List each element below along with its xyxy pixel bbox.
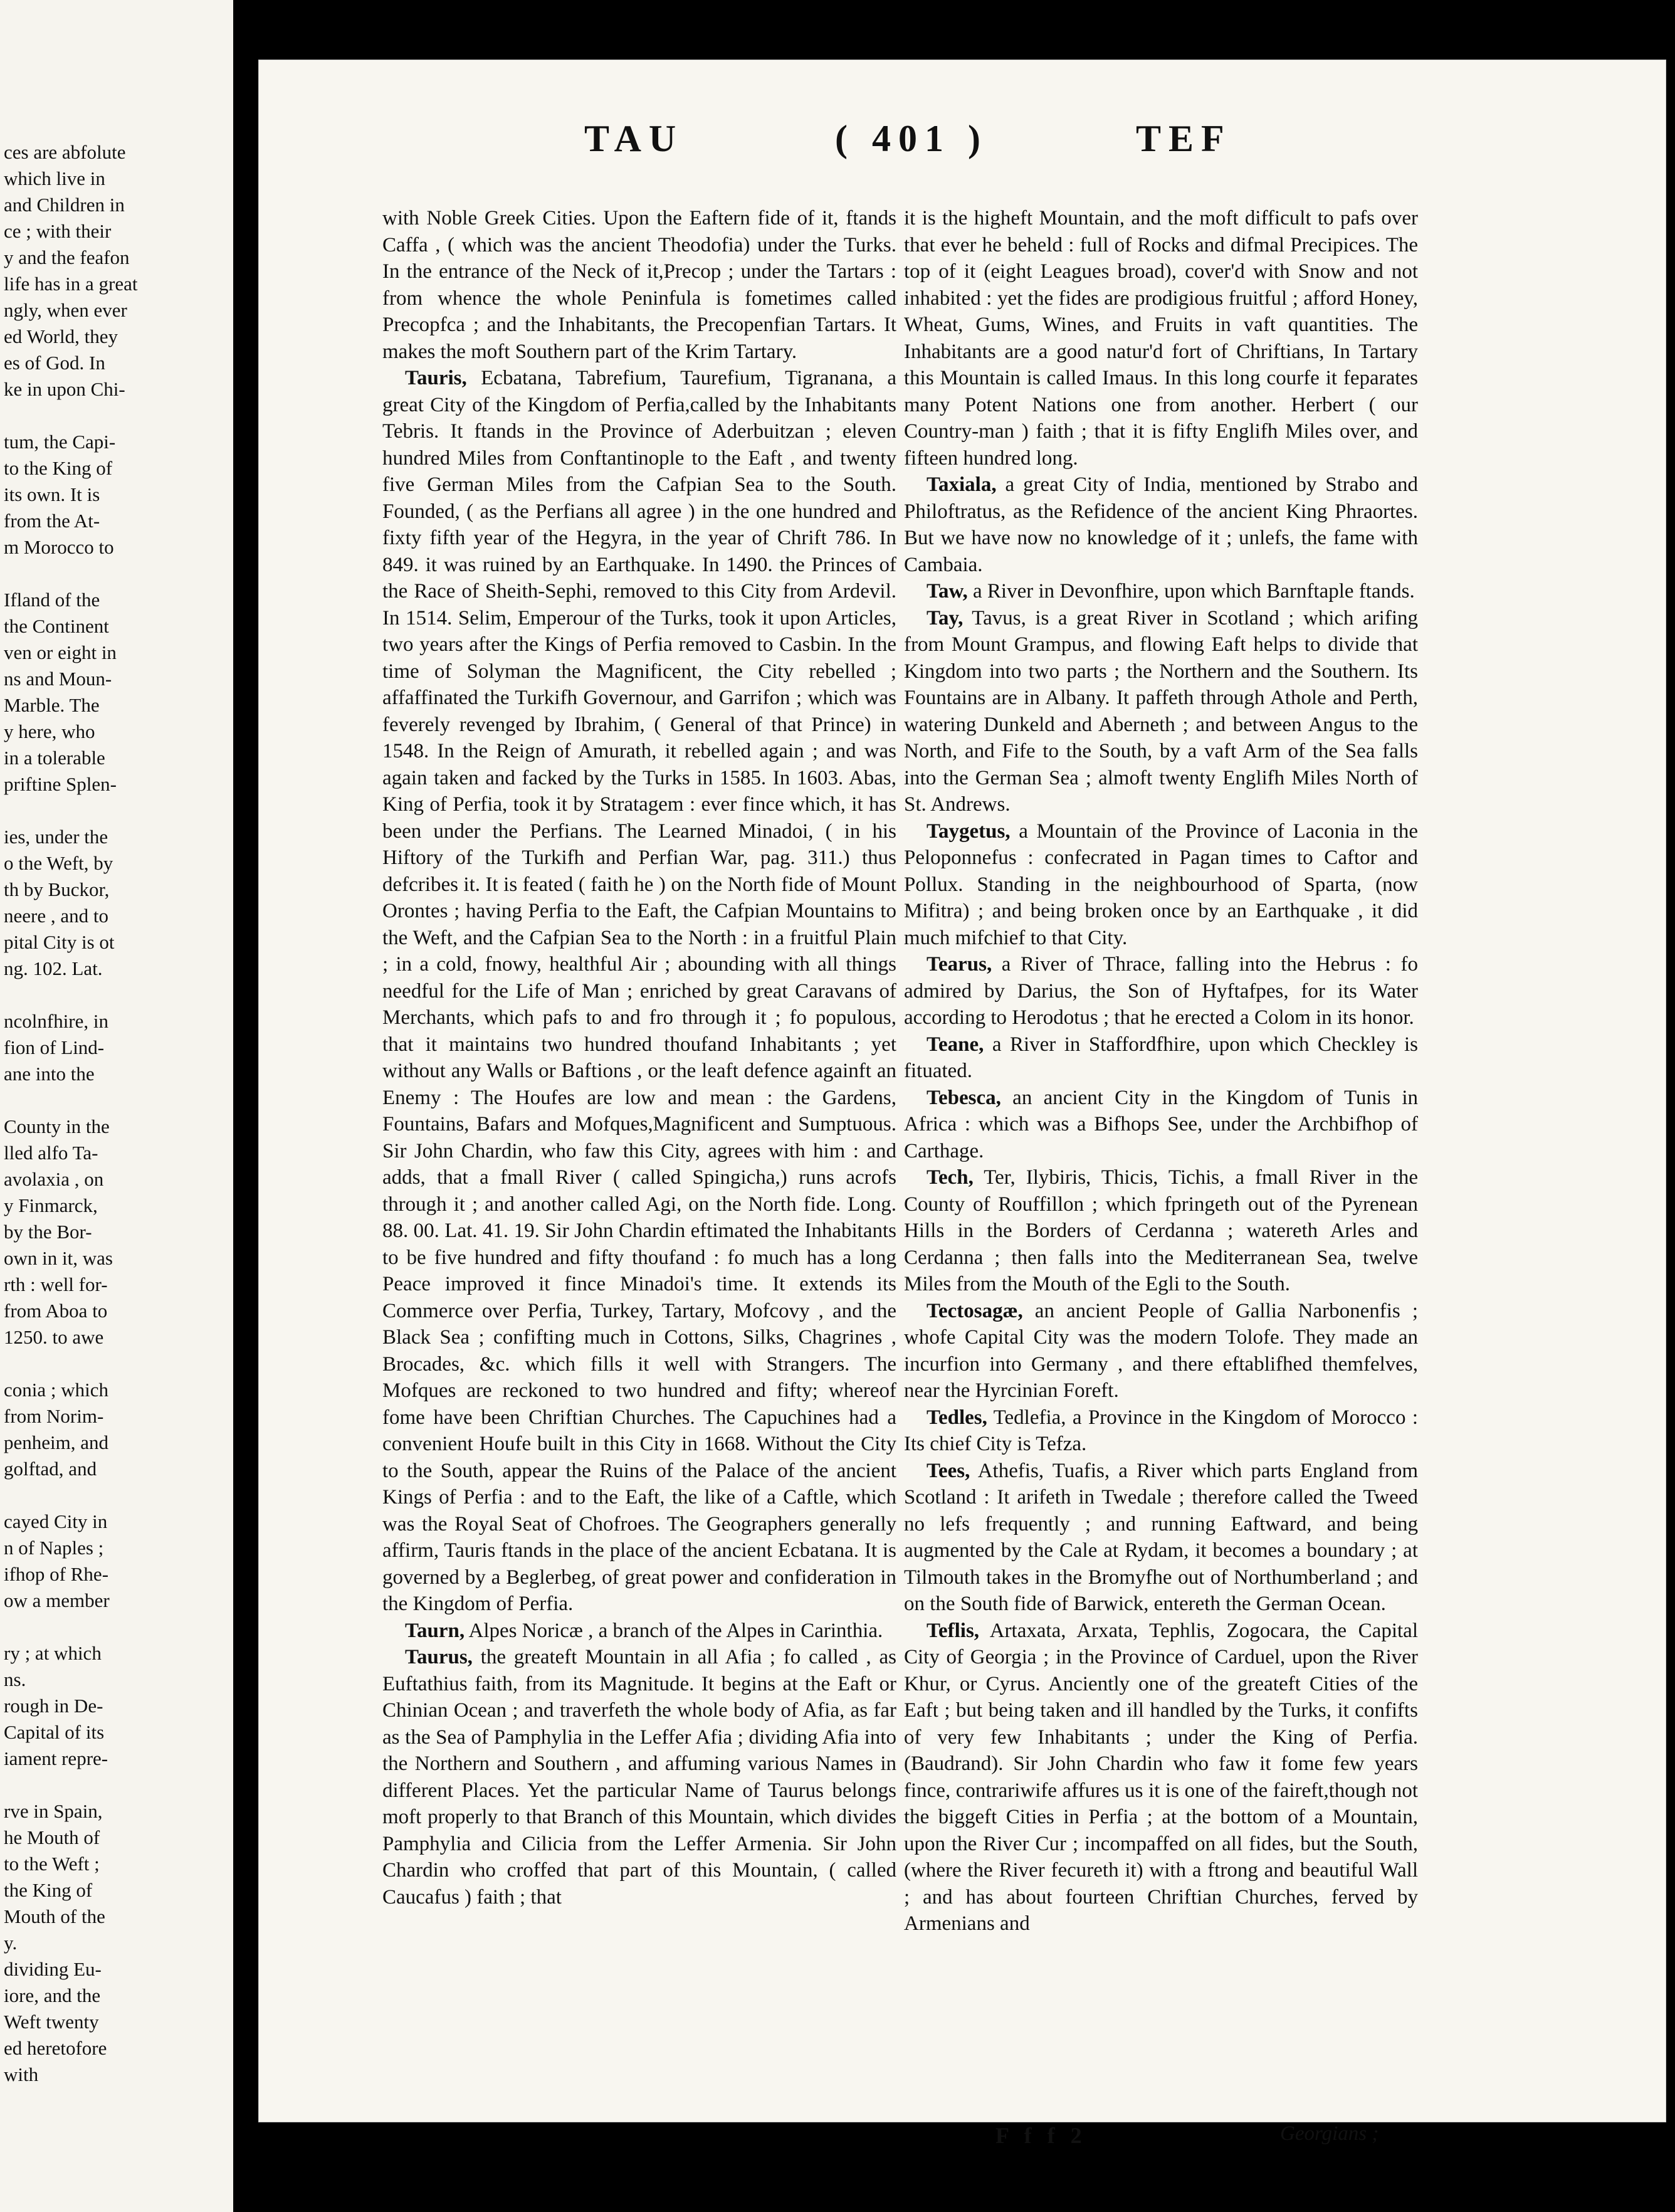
entry-headword: Teflis, — [927, 1619, 980, 1642]
facing-page-line: rth : well for- — [4, 1273, 108, 1295]
right-column — [904, 205, 1418, 1937]
facing-page-line: th by Buckor, — [4, 878, 110, 900]
facing-page-line: ces are abfolute — [4, 141, 126, 163]
facing-page-line: neere , and to — [4, 905, 108, 927]
entry-headword: Taurn, — [405, 1619, 465, 1642]
entry-headword: Tees, — [927, 1459, 970, 1482]
facing-page-line: o the Weft, by — [4, 852, 113, 874]
dictionary-entry — [904, 1404, 1418, 1458]
header-left-guideword: TAU — [584, 118, 684, 159]
entry-text: a great City of India, mentioned by Strabo and Philoftratus, as the Refidence of the ancient King Phraortes. But we have now no knowledge of it ; unlefs, the fame with Cambaia. — [904, 473, 1418, 576]
facing-page-line: ane into the — [4, 1063, 95, 1085]
facing-page-line: 1250. to awe — [4, 1326, 104, 1348]
facing-page-line: Weft twenty — [4, 2011, 99, 2033]
dictionary-entry — [382, 365, 896, 1618]
entry-text: it is the higheft Mountain, and the moft difficult to pafs over that ever he beheld : full of Rocks and difmal Precipices. The top of it (eight Leagues broad), cover'd with Snow and not inhabited : yet the fides are prodigious fruitful ; afford Honey, Wheat, Gums, Wines, and Fruits in vaft quantities. The Inhabitants are a good natur'd fort of Chriftians, In Tartary this Mountain is called Imaus. In this long courfe it feparates many Potent Nations one from another. Herbert ( our Country-man ) faith ; that it is fifty Englifh Miles over, and fifteen hundred long. — [904, 207, 1418, 470]
facing-page-line: from the At- — [4, 510, 100, 532]
facing-page-line: y. — [4, 1932, 18, 1954]
facing-page-fragment — [0, 0, 233, 2212]
entry-text: with Noble Greek Cities. Upon the Eaftern fide of it, ftands Caffa , ( which was the ancient Theodofia) under the Turks. In the entrance of the Neck of it,Precop ; under the Tartars : from whence the whole Peninfula is fometimes called Precopfca ; and the Inhabitants, the Precopenfian Tartars. It makes the moft Southern part of the Krim Tartary. — [382, 207, 896, 363]
facing-page-line: y Finmarck, — [4, 1194, 98, 1216]
header-right-guideword: TEF — [1136, 118, 1232, 159]
entry-text: a River of Thrace, falling into the Hebrus : fo admired by Darius, the Son of Hyftafpes, for its Water according to Herodotus ; that he erected a Colom in its honor. — [904, 953, 1418, 1029]
facing-page-line: fion of Lind- — [4, 1036, 105, 1058]
entry-headword: Tauris, — [405, 367, 467, 389]
facing-page-line: tum, the Capi- — [4, 431, 116, 453]
facing-page-line: pital City is ot — [4, 931, 115, 953]
entry-text: Artaxata, Arxata, Tephlis, Zogocara, the Capital City of Georgia ; in the Province of Carduel, upon the River Khur, or Cyrus. Anciently one of the greateft Cities of the Eaft ; but being taken and ill handled by the Turks, it confifts of very few Inhabitants ; under the King of Perfia. (Baudrand). Sir John Chardin who faw it fome few years fince, contrariwife affures us it is one of the faireft,though not the biggeft Cities in Perfia ; at the bottom of a Mountain, upon the River Cur ; incompaffed on all fides, but the South, (where the River fecureth it) with a ftrong and beautiful Wall ; and has about fourteen Chriftian Churches, ferved by Armenians and — [904, 1619, 1418, 1935]
facing-page-line: iore, and the — [4, 1984, 101, 2006]
entry-text: Athefis, Tuafis, a River which parts England from Scotland : It arifeth in Twedale ; therefore called the Tweed no lefs frequently ; and running Eaftward, and being augmented by the Cale at Rydam, it becomes a boundary ; at Tilmouth takes in the Bromyfhe out of Northumberland ; and on the South fide of Barwick, entereth the German Ocean. — [904, 1459, 1418, 1615]
entry-headword: Tech, — [927, 1166, 974, 1189]
facing-page-line: cayed City in — [4, 1510, 108, 1532]
signature-mark: F f f 2 — [995, 2123, 1087, 2148]
entry-text: Alpes Noricæ , a branch of the Alpes in Carinthia. — [465, 1619, 883, 1642]
dictionary-entry — [904, 1164, 1418, 1298]
facing-page-line: ke in upon Chi- — [4, 378, 125, 400]
facing-page-line: dividing Eu- — [4, 1958, 102, 1980]
facing-page-line: ng. 102. Lat. — [4, 957, 103, 979]
facing-page-line: golftad, and — [4, 1458, 97, 1480]
entry-headword: Tectosagæ, — [927, 1299, 1023, 1322]
facing-page-line — [0, 1614, 233, 1640]
facing-page-line: he Mouth of — [4, 1826, 100, 1848]
left-column — [382, 205, 896, 1910]
entry-text: a River in Devonfhire, upon which Barnftaple ftands. — [967, 580, 1415, 603]
facing-page-line: ed heretofore — [4, 2037, 107, 2059]
facing-page-line: life has in a great — [4, 273, 138, 295]
facing-page-line — [0, 1087, 233, 1114]
facing-page-line: the Continent — [4, 615, 109, 637]
facing-page-line: ns and Moun- — [4, 668, 112, 690]
facing-page-line: its own. It is — [4, 483, 100, 505]
facing-page-line: County in the — [4, 1115, 110, 1137]
facing-page-line: lled alfo Ta- — [4, 1142, 98, 1164]
entry-text: Ecbatana, Tabrefium, Taurefium, Tigranana, a great City of the Kingdom of Perfia,called by the Inhabitants Tebris. It ftands in the Province of Aderbuitzan ; eleven hundred Miles from Conftantinople to the Eaft , and twenty five German Miles from the Cafpian Sea to the South. Founded, ( as the Perfians all agree ) in the one hundred and fixty fifth year of the Hegyra, in the year of Chrift 786. In 849. it was ruined by an Earthquake. In 1490. the Princes of the Race of Sheith-Sephi, removed to this City from Ardevil. In 1514. Selim, Emperour of the Turks, took it upon Articles, two years after the Kings of Perfia removed to Casbin. In the time of Solyman the Magnificent, the City rebelled ; affaffinated the Turkifh Governour, and Garrifon ; which was feverely revenged by Ibrahim, ( General of that Prince) in 1548. In the Reign of Amurath, it rebelled again ; and was again taken and facked by the Turks in 1585. In 1603. Abas, King of Perfia, took it by Stratagem : ever fince which, it has been under the Perfians. The Learned Minadoi, ( in his Hiftory of the Turkifh and Perfian War, pag. 311.) thus defcribes it. It is feated ( faith he ) on the North fide of Mount Orontes ; having Perfia to the Eaft, the Cafpian Mountains to the Weft, and the Cafpian Sea to the North : in a fruitful Plain ; in a cold, fnowy, healthful Air ; abounding with all things needful for the Life of Man ; enriched by great Caravans of Merchants, which pafs to and fro through it ; fo populous, that it maintains two hundred thoufand Inhabitants ; yet without any Walls or Baftions , or the leaft defence againft an Enemy : The Houfes are low and mean : the Gardens, Fountains, Bafars and Mofques,Magnificent and Sumptuous. Sir John Chardin, who faw this City, agrees with him : and adds, that a fmall River ( called Spingicha,) runs acrofs through it ; and another called Agi, on the North fide. Long. 88. 00. Lat. 41. 19. Sir John Chardin eftimated the Inhabitants to be five hundred and fifty thoufand : fo much has a long Peace improved it fince Minadoi's time. It extends its Commerce over Perfia, Turkey, Tartary, Mofcovy , and the Black Sea ; confifting much in Cottons, Silks, Chagrines , Brocades, &c. which fills it well with Strangers. The Mofques are reckoned to two hundred and fifty; whereof fome have been Chriftian Churches. The Capuchines had a convenient Houfe built in this City in 1668. Without the City to the South, appear the Ruins of the Palace of the ancient Kings of Perfia : and to the Eaft, the like of a Caftle, which was the Royal Seat of Chofroes. The Geographers generally affirm, Tauris ftands in the place of the ancient Ecbatana. It is governed by a Beglerbeg, of great power and confideration in the Kingdom of Perfia. — [382, 367, 896, 1615]
facing-page-line: Ifland of the — [4, 589, 100, 611]
dictionary-entry — [904, 471, 1418, 578]
entry-headword: Taygetus, — [927, 819, 1011, 843]
entry-text: an ancient City in the Kingdom of Tunis in Africa : which was a Bifhops See, under the Archbifhop of Carthage. — [904, 1086, 1418, 1162]
dictionary-entry — [904, 605, 1418, 818]
facing-page-line: conia ; which — [4, 1379, 109, 1401]
facing-page-line: rve in Spain, — [4, 1800, 103, 1822]
dictionary-entry — [382, 1618, 896, 1645]
dictionary-entry — [382, 205, 896, 365]
facing-page-line: ns. — [4, 1668, 26, 1690]
dictionary-entry — [904, 1085, 1418, 1165]
running-header — [258, 117, 1666, 174]
facing-page-line: and Children in — [4, 194, 125, 216]
facing-page-line — [0, 982, 233, 1008]
facing-page-line: ry ; at which — [4, 1642, 102, 1664]
facing-page-line — [0, 1482, 233, 1509]
facing-page-line: es of God. In — [4, 352, 105, 374]
facing-page-line: own in it, was — [4, 1247, 113, 1269]
entry-text: an ancient People of Gallia Narbonenfis ; whofe Capital City was the modern Tolofe. They made an incurfion into Germany , and there eftablifhed themfelves, near the Hyrcinian Foreft. — [904, 1299, 1418, 1402]
facing-page-line: by the Bor- — [4, 1221, 92, 1243]
entry-text: Ter, Ilybiris, Thicis, Tichis, a fmall River in the County of Rouffillon ; which fpringeth out of the Pyrenean Hills in the Borders of Cerdanna ; watereth Arles and Cerdanna ; then falls into the Mediterranean Sea, twelve Miles from the Mouth of the Egli to the South. — [904, 1166, 1418, 1295]
entry-headword: Teane, — [927, 1033, 984, 1056]
entry-headword: Taxiala, — [927, 473, 997, 496]
facing-page-line: ed World, they — [4, 325, 118, 347]
facing-page-line: the King of — [4, 1879, 93, 1901]
facing-page-line: ngly, when ever — [4, 299, 127, 321]
facing-page-line: ce ; with their — [4, 220, 112, 242]
dictionary-entry — [904, 1031, 1418, 1085]
entry-headword: Taw, — [927, 580, 968, 603]
facing-page-text — [0, 139, 233, 2088]
facing-page-line: avolaxia , on — [4, 1168, 104, 1190]
dictionary-entry — [382, 1644, 896, 1910]
page-number: ( 401 ) — [835, 118, 988, 159]
facing-page-line: to the Weft ; — [4, 1853, 100, 1875]
entry-text: Tavus, is a great River in Scotland ; which arifing from Mount Grampus, and flowing Eaft helps to divide that Kingdom into two parts ; the Northern and the Southern. Its Fountains are in Albany. It paffeth through Athole and Perth, watering Dunkeld and Aberneth ; and between Angus to the North, and Fife to the South, by a vaft Arm of the Sea falls into the German Sea ; almoft twenty Englifh Miles North of St. Andrews. — [904, 606, 1418, 816]
entry-text: the greateft Mountain in all Afia ; fo called , as Euftathius faith, from its Magnitude. It begins at the Eaft or Chinian Ocean ; and traverfeth the whole body of Afia, as far as the Sea of Pamphylia in the Leffer Afia ; dividing Afia into the Northern and Southern , and affuming various Names in different Places. Yet the particular Name of Taurus belongs moft properly to that Branch of this Mountain, which divides Pamphylia and Cilicia from the Leffer Armenia. Sir John Chardin who croffed that part of this Mountain, ( called Caucafus ) faith ; that — [382, 1646, 896, 1909]
facing-page-line: in a tolerable — [4, 747, 105, 769]
entry-text: Tedlefia, a Province in the Kingdom of Morocco : Its chief City is Tefza. — [904, 1406, 1418, 1455]
entry-headword: Tay, — [927, 606, 964, 629]
facing-page-line — [0, 403, 233, 429]
facing-page-line: ncolnfhire, in — [4, 1010, 109, 1032]
facing-page-line — [0, 798, 233, 824]
facing-page-line: ifhop of Rhe- — [4, 1563, 109, 1585]
facing-page-line: Capital of its — [4, 1721, 105, 1743]
facing-page-line: ven or eight in — [4, 641, 117, 663]
facing-page-line: from Aboa to — [4, 1300, 108, 1322]
facing-page-line: n of Naples ; — [4, 1537, 104, 1559]
entry-headword: Taurus, — [405, 1646, 473, 1668]
facing-page-line — [0, 561, 233, 587]
facing-page-line — [0, 1772, 233, 1798]
facing-page-line: ies, under the — [4, 826, 108, 848]
facing-page-line: with — [4, 2063, 39, 2085]
entry-headword: Tedles, — [927, 1406, 987, 1429]
catchword: Georgians ; — [1280, 2122, 1379, 2145]
dictionary-entry — [904, 578, 1418, 605]
entry-text: a River in Staffordfhire, upon which Checkley is fituated. — [904, 1033, 1418, 1082]
facing-page-line: Mouth of the — [4, 1905, 105, 1927]
facing-page-line: penheim, and — [4, 1431, 109, 1453]
facing-page-line: from Norim- — [4, 1405, 104, 1427]
book-gutter — [233, 0, 258, 2212]
facing-page-line: priftine Splen- — [4, 773, 117, 795]
dictionary-entry — [904, 205, 1418, 471]
facing-page-line — [0, 1351, 233, 1377]
dictionary-entry — [904, 951, 1418, 1031]
dictionary-entry — [904, 1618, 1418, 1937]
entry-headword: Tearus, — [927, 953, 992, 976]
facing-page-line: iament repre- — [4, 1747, 108, 1769]
facing-page-line: which live in — [4, 167, 105, 189]
facing-page-line: rough in De- — [4, 1695, 103, 1717]
entry-text: a Mountain of the Province of Laconia in the Peloponnefus : confecrated in Pagan times to Caftor and Pollux. Standing in the neighbourhood of Sparta, (now Mifitra) ; and being broken once by an Earthquake , it did much mifchief to that City. — [904, 819, 1418, 949]
book-page — [258, 60, 1666, 2148]
facing-page-line: y and the feafon — [4, 246, 130, 268]
facing-page-line: y here, who — [4, 720, 95, 742]
facing-page-line: m Morocco to — [4, 536, 114, 558]
facing-page-line: to the King of — [4, 457, 113, 479]
dictionary-entry — [904, 818, 1418, 952]
dictionary-entry — [904, 1298, 1418, 1404]
facing-page-line: Marble. The — [4, 694, 100, 716]
dictionary-entry — [904, 1458, 1418, 1618]
entry-headword: Tebesca, — [927, 1086, 1001, 1109]
facing-page-line: ow a member — [4, 1589, 110, 1611]
